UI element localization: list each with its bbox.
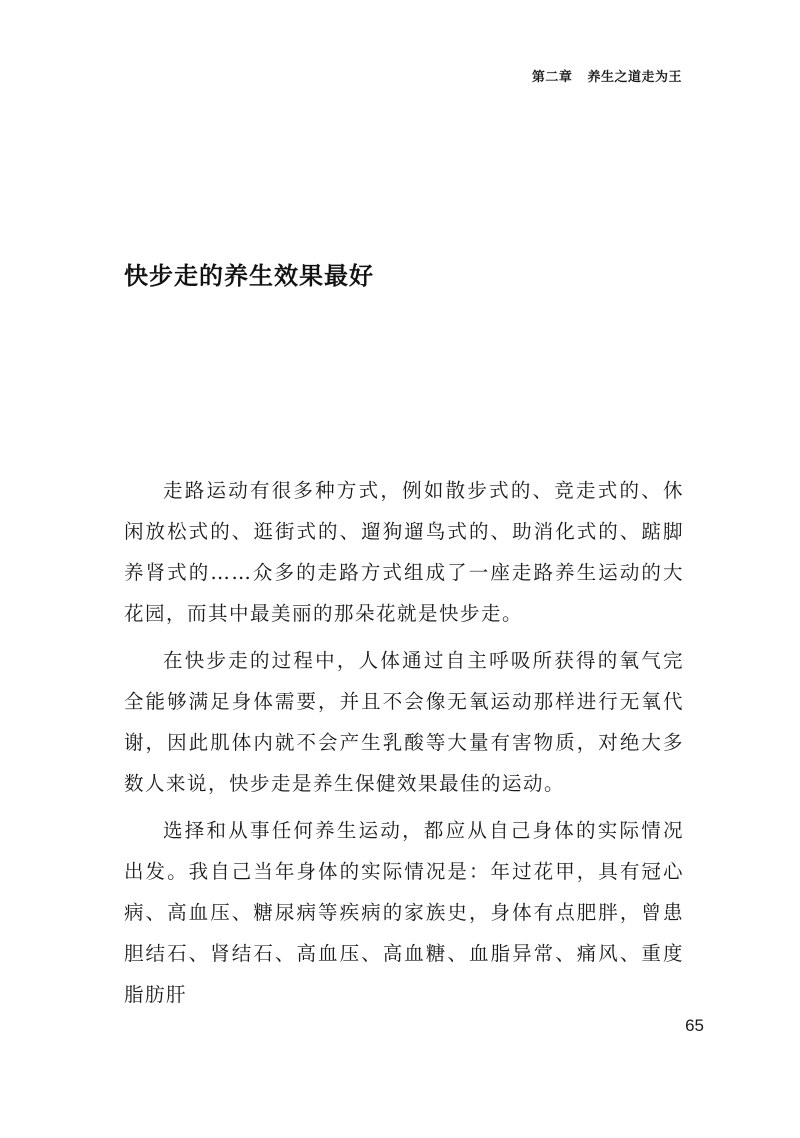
running-header: 第二章 养生之道走为王 — [531, 70, 682, 85]
body-text — [124, 470, 684, 1015]
paragraph: 选择和从事任何养生运动，都应从自己身体的实际情况出发。我自己当年身体的实际情况是：年过花甲，具有冠心病、高血压、糖尿病等疾病的家族史，身体有点肥胖，曾患胆结石、肾结石、高血压、高血糖、血脂异常、痛风、重度脂肪肝 — [124, 819, 684, 1006]
paragraph: 在快步走的过程中，人体通过自主呼吸所获得的氧气完全能够满足身体需要，并且不会像无氧运动那样进行无氧代谢，因此肌体内就不会产生乳酸等大量有害物质，对绝大多数人来说，快步走是养生保健效果最佳的运动。 — [124, 649, 684, 795]
page-number: 65 — [685, 1016, 704, 1035]
paragraph: 走路运动有很多种方式，例如散步式的、竞走式的、休闲放松式的、逛街式的、遛狗遛鸟式的、助消化式的、踮脚养肾式的……众多的走路方式组成了一座走路养生运动的大花园，而其中最美丽的那朵花就是快步走。 — [124, 479, 684, 625]
section-title: 快步走的养生效果最好 — [124, 262, 374, 290]
